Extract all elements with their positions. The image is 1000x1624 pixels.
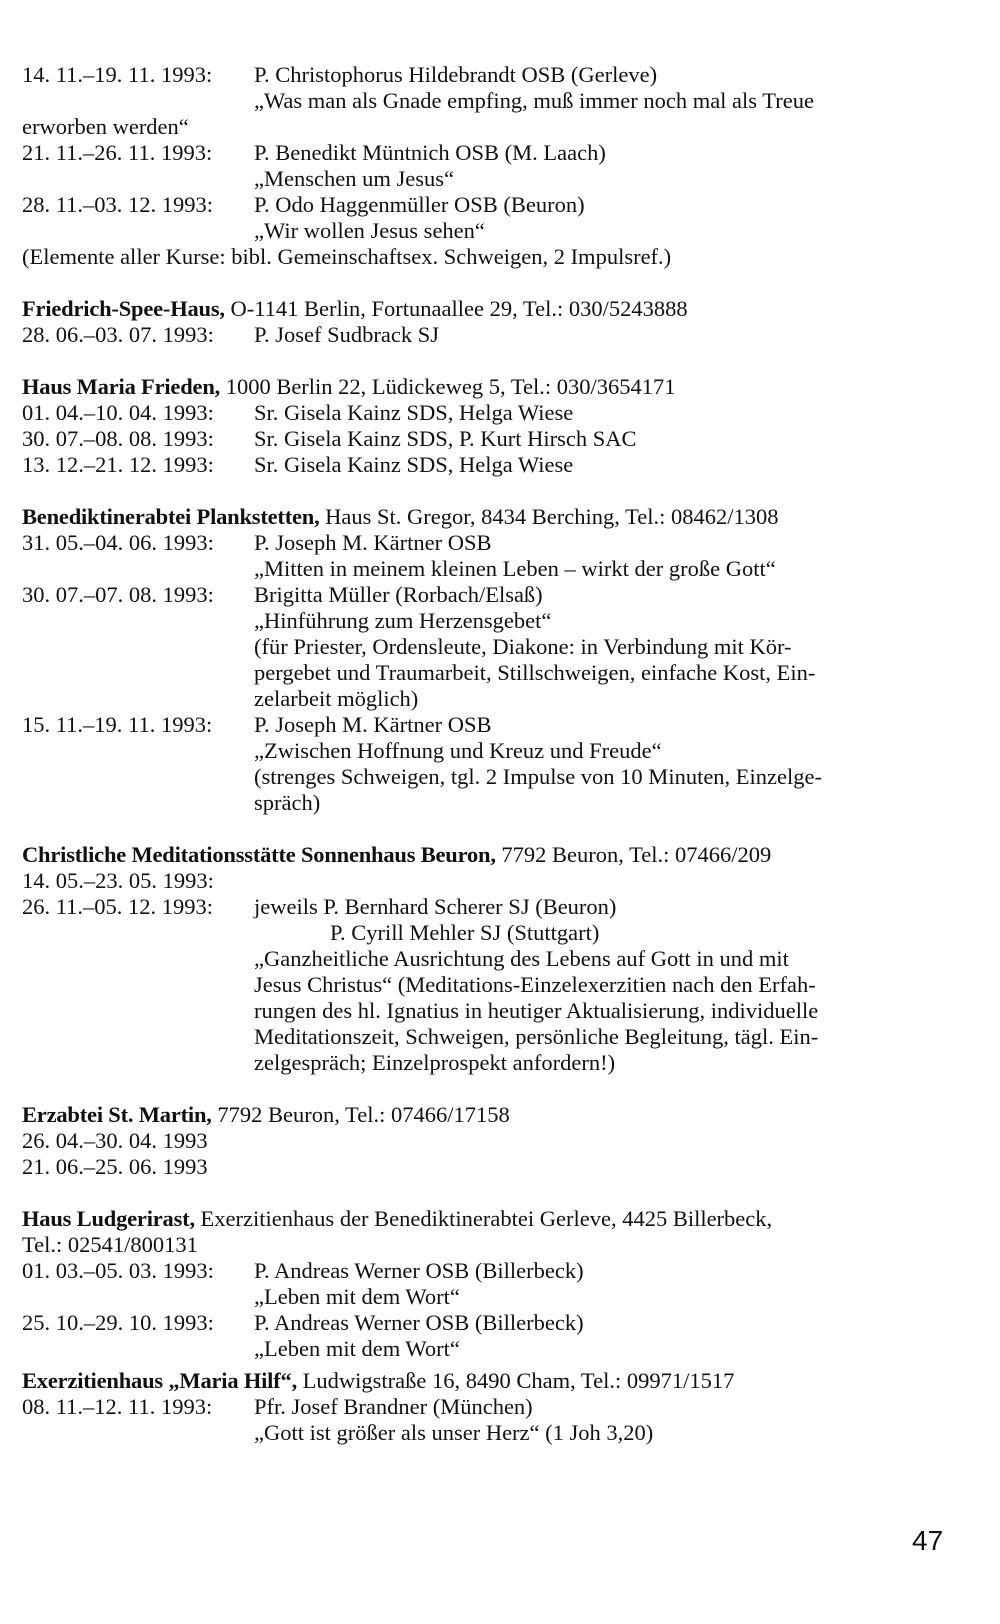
course-leader: Brigitta Müller (Rorbach/Elsaß): [254, 582, 543, 607]
venue-address: Haus St. Gregor, 8434 Berching, Tel.: 08462/1308: [319, 504, 779, 529]
page-content: [22, 62, 962, 1446]
list-item: [22, 322, 962, 348]
course-note: rungen des hl. Ignatius in heutiger Aktualisierung, individuelle: [254, 998, 819, 1023]
course-leader: P. Christophorus Hildebrandt OSB (Gerleve): [254, 62, 658, 87]
list-item: [22, 62, 962, 88]
course-title: „Mitten in meinem kleinen Leben – wirkt der große Gott“: [254, 556, 776, 581]
course-date: 15. 11.–19. 11. 1993:: [22, 712, 213, 737]
venue-phone: Tel.: 02541/800131: [22, 1232, 198, 1257]
list-item: [22, 140, 962, 166]
course-title: „Zwischen Hoffnung und Kreuz und Freude“: [254, 738, 662, 763]
venue-address: 1000 Berlin 22, Lüdickeweg 5, Tel.: 030/3654171: [220, 374, 676, 399]
course-leader: Pfr. Josef Brandner (München): [254, 1394, 533, 1419]
venue-name: Exerzitienhaus „Maria Hilf“,: [22, 1368, 297, 1393]
course-date: 14. 05.–23. 05. 1993:: [22, 868, 214, 893]
course-title: „Ganzheitliche Ausrichtung des Lebens auf Gott in und mit: [254, 946, 789, 971]
venue-header: [22, 842, 962, 868]
venue-name: Friedrich-Spee-Haus,: [22, 296, 225, 321]
venue-name: Erzabtei St. Martin,: [22, 1102, 212, 1127]
page-number: 47: [912, 1525, 944, 1556]
venue-header: [22, 1206, 962, 1232]
list-item: [22, 452, 962, 478]
venue-address: 7792 Beuron, Tel.: 07466/17158: [211, 1102, 510, 1127]
list-item: [22, 1394, 962, 1420]
course-note: (für Priester, Ordensleute, Diakone: in Verbindung mit Kör-: [254, 634, 792, 659]
course-date: 28. 06.–03. 07. 1993:: [22, 322, 214, 347]
course-leader: P. Andreas Werner OSB (Billerbeck): [254, 1258, 584, 1283]
course-title: „Leben mit dem Wort“: [254, 1284, 460, 1309]
course-note: (Elemente aller Kurse: bibl. Gemeinschaftsex. Schweigen, 2 Impulsref.): [22, 244, 672, 269]
list-item: [22, 530, 962, 556]
course-title: „Wir wollen Jesus sehen“: [254, 218, 485, 243]
course-leader: P. Cyrill Mehler SJ (Stuttgart): [330, 920, 600, 945]
list-item: [22, 1310, 962, 1336]
course-leader: P. Andreas Werner OSB (Billerbeck): [254, 1310, 584, 1335]
course-date: 31. 05.–04. 06. 1993:: [22, 530, 214, 555]
course-title: „Gott ist größer als unser Herz“ (1 Joh 3,20): [254, 1420, 654, 1445]
course-date: 30. 07.–08. 08. 1993:: [22, 426, 214, 451]
course-date: 01. 04.–10. 04. 1993:: [22, 400, 214, 425]
venue-address: Ludwigstraße 16, 8490 Cham, Tel.: 09971/1517: [297, 1368, 735, 1393]
course-title: „Hinführung zum Herzensgebet“: [254, 608, 552, 633]
list-item: [22, 192, 962, 218]
venue-header: [22, 1102, 962, 1128]
venue-name: Christliche Meditationsstätte Sonnenhaus Beuron,: [22, 842, 496, 867]
course-date: 08. 11.–12. 11. 1993:: [22, 1394, 213, 1419]
course-date: 28. 11.–03. 12. 1993:: [22, 192, 214, 217]
course-leader: Sr. Gisela Kainz SDS, Helga Wiese: [254, 400, 574, 425]
course-note: Meditationszeit, Schweigen, persönliche Begleitung, tägl. Ein-: [254, 1024, 819, 1049]
course-date: 25. 10.–29. 10. 1993:: [22, 1310, 214, 1335]
course-title: „Menschen um Jesus“: [254, 166, 454, 191]
course-leader: P. Benedikt Müntnich OSB (M. Laach): [254, 140, 606, 165]
list-item: [22, 582, 962, 608]
list-item: [22, 712, 962, 738]
venue-name: Haus Ludgerirast,: [22, 1206, 195, 1231]
course-leader: jeweils P. Bernhard Scherer SJ (Beuron): [254, 894, 617, 919]
list-item: [22, 894, 962, 920]
course-leader: Sr. Gisela Kainz SDS, Helga Wiese: [254, 452, 574, 477]
list-item: [22, 868, 962, 894]
course-title: „Was man als Gnade empfing, muß immer noch mal als Treue: [254, 88, 814, 113]
course-note: pergebet und Traumarbeit, Stillschweigen, einfache Kost, Ein-: [254, 660, 816, 685]
course-leader: P. Joseph M. Kärtner OSB: [254, 712, 492, 737]
course-date: 21. 11.–26. 11. 1993:: [22, 140, 213, 165]
course-note: spräch): [254, 790, 321, 815]
venue-name: Benediktinerabtei Plankstetten,: [22, 504, 320, 529]
venue-header: [22, 374, 962, 400]
course-note: zelgespräch; Einzelprospekt anfordern!): [254, 1050, 616, 1075]
venue-name: Haus Maria Frieden,: [22, 374, 221, 399]
course-date: 30. 07.–07. 08. 1993:: [22, 582, 214, 607]
course-leader: Sr. Gisela Kainz SDS, P. Kurt Hirsch SAC: [254, 426, 637, 451]
course-title-cont: erworben werden“: [22, 114, 189, 139]
venue-header: [22, 296, 962, 322]
venue-header: [22, 504, 962, 530]
venue-address: O-1141 Berlin, Fortunaallee 29, Tel.: 030/5243888: [224, 296, 688, 321]
list-item: [22, 1258, 962, 1284]
course-note: Jesus Christus“ (Meditations-Einzelexerzitien nach den Erfah-: [254, 972, 816, 997]
course-title: „Leben mit dem Wort“: [254, 1336, 460, 1361]
list-item: [22, 426, 962, 452]
venue-address: 7792 Beuron, Tel.: 07466/209: [495, 842, 772, 867]
course-note: zelarbeit möglich): [254, 686, 419, 711]
course-leader: P. Joseph M. Kärtner OSB: [254, 530, 492, 555]
course-leader: P. Josef Sudbrack SJ: [254, 322, 440, 347]
venue-header: [22, 1368, 962, 1394]
course-date: 26. 11.–05. 12. 1993:: [22, 894, 214, 919]
course-date: 26. 04.–30. 04. 1993: [22, 1128, 208, 1153]
course-date: 01. 03.–05. 03. 1993:: [22, 1258, 214, 1283]
course-leader: P. Odo Haggenmüller OSB (Beuron): [254, 192, 585, 217]
course-date: 13. 12.–21. 12. 1993:: [22, 452, 214, 477]
course-note: (strenges Schweigen, tgl. 2 Impulse von 10 Minuten, Einzelge-: [254, 764, 823, 789]
venue-address: Exerzitienhaus der Benediktinerabtei Gerleve, 4425 Billerbeck,: [194, 1206, 773, 1231]
list-item: [22, 400, 962, 426]
course-date: 14. 11.–19. 11. 1993:: [22, 62, 213, 87]
course-date: 21. 06.–25. 06. 1993: [22, 1154, 208, 1179]
